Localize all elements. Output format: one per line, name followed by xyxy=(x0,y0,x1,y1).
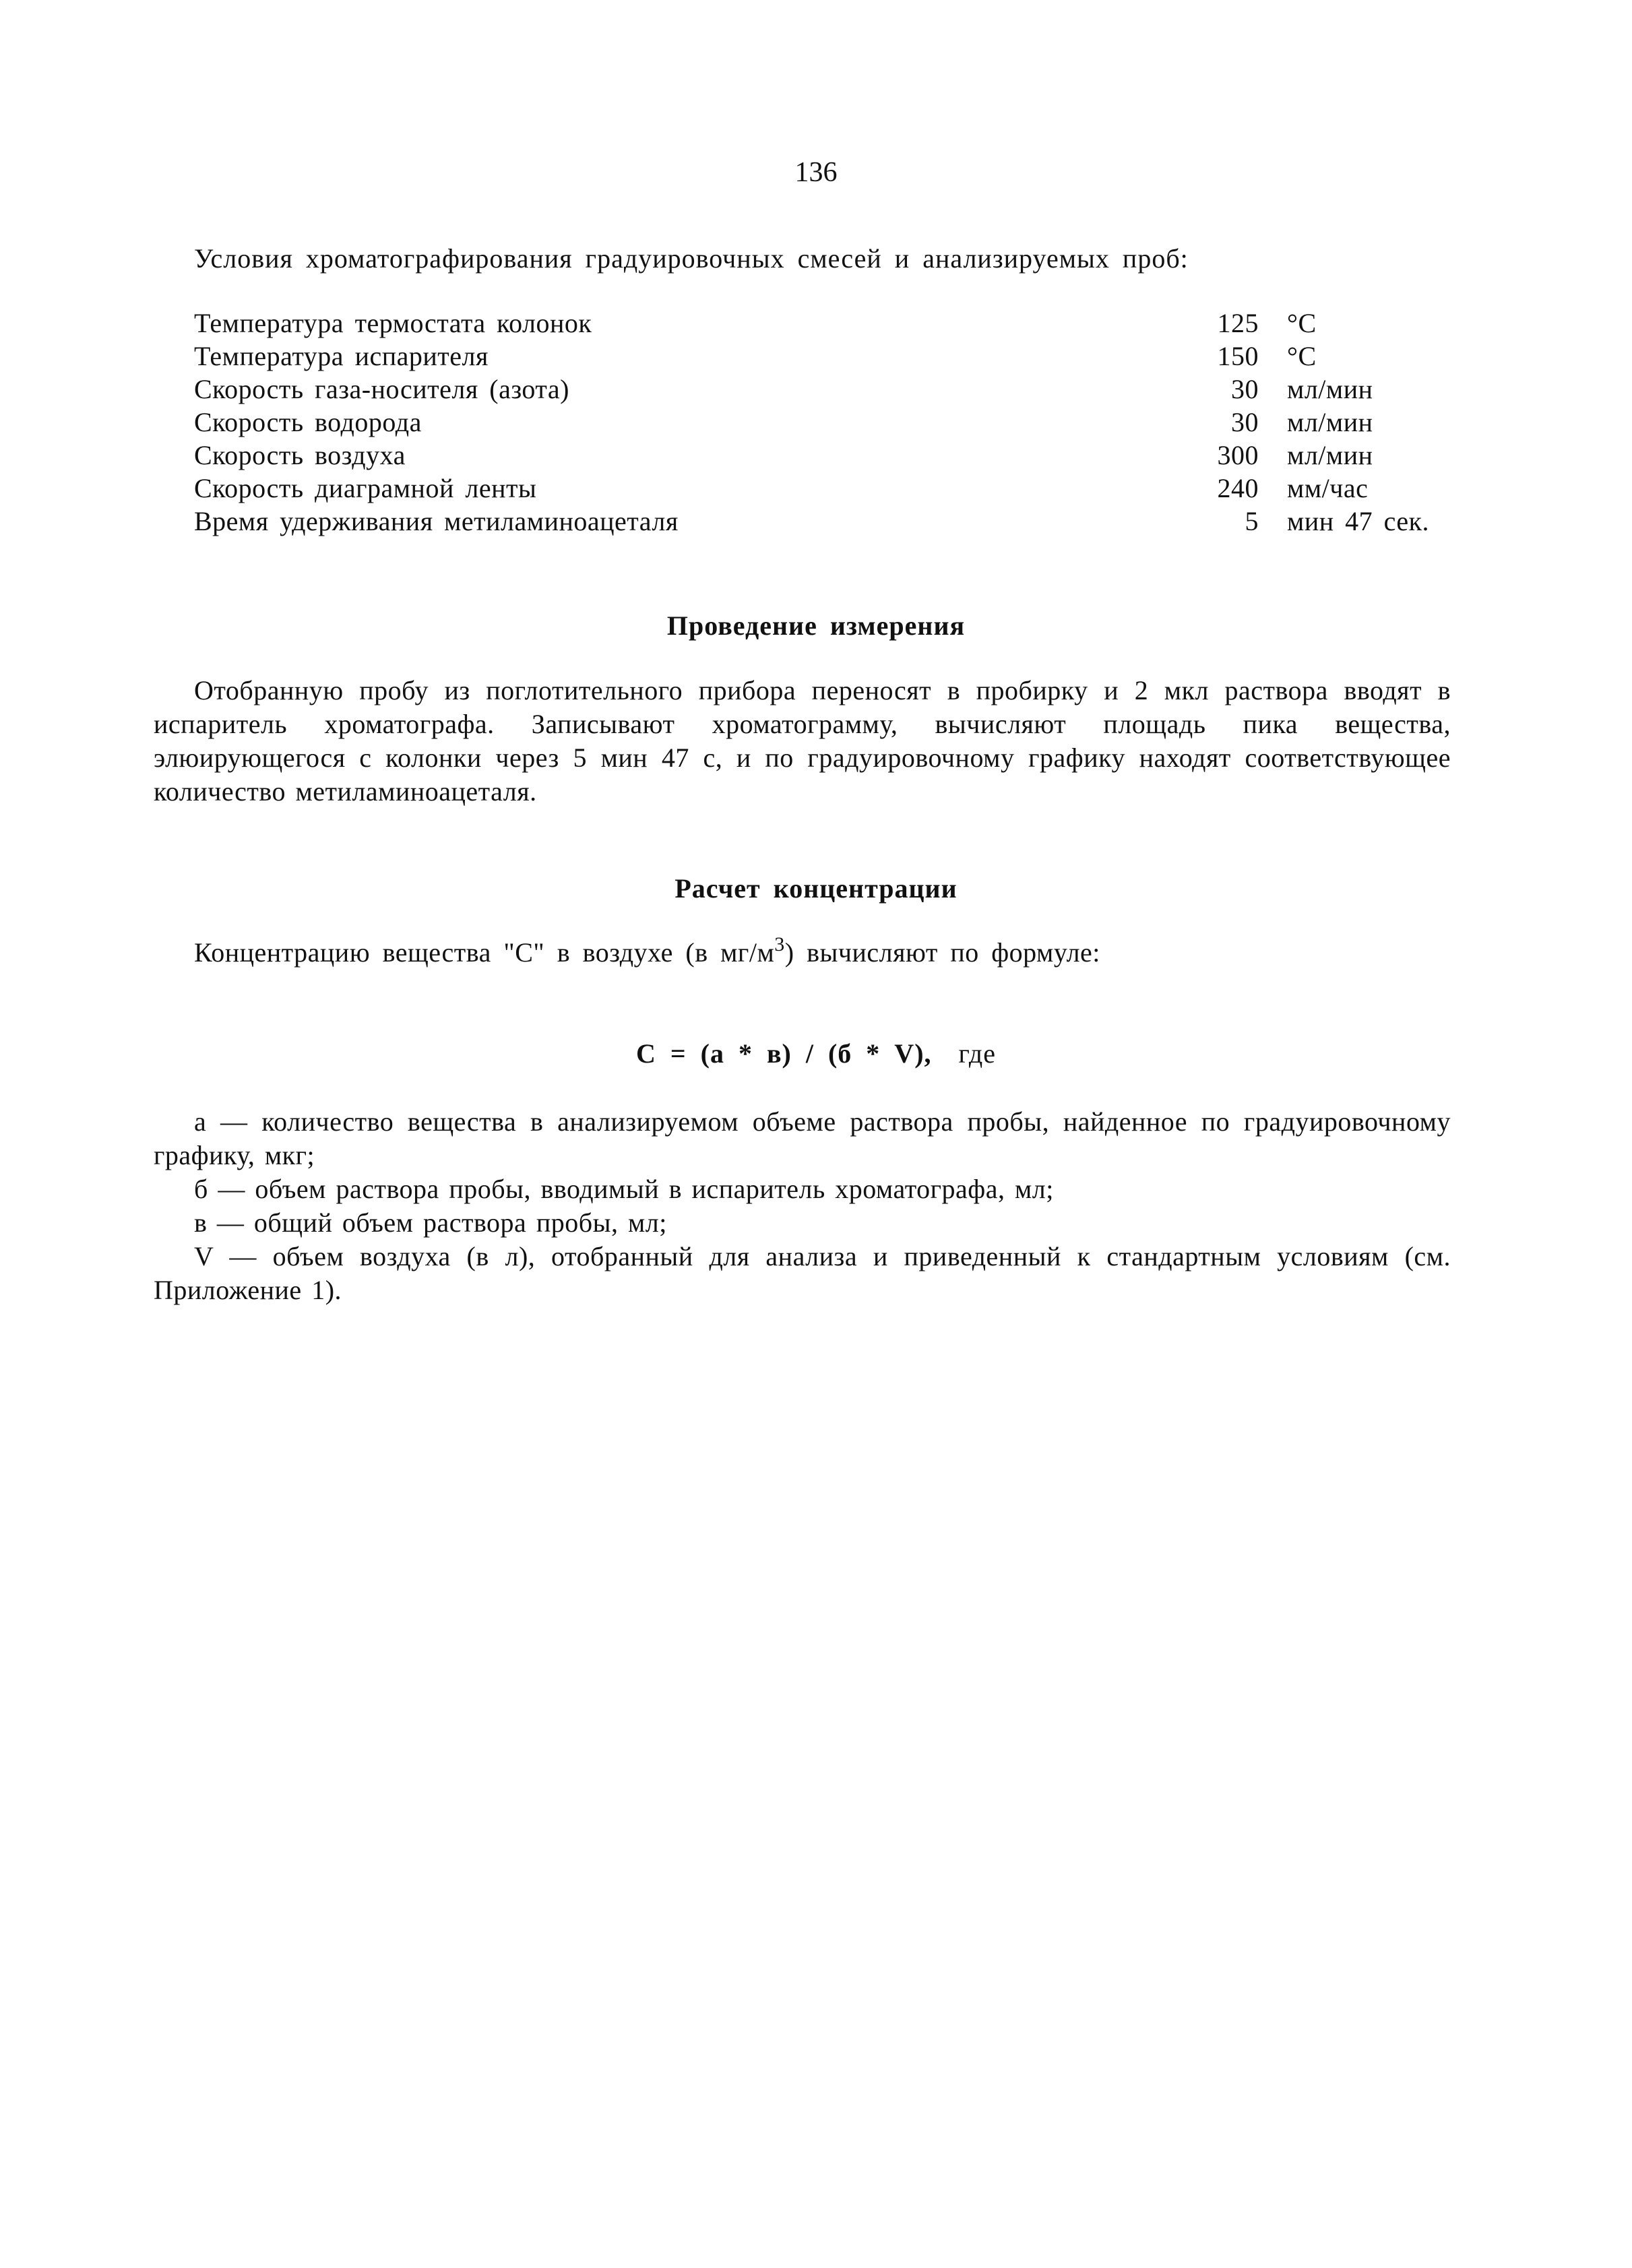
parameter-row xyxy=(194,406,1373,439)
parameter-row xyxy=(194,505,1430,538)
parameter-value: 150 xyxy=(1217,341,1259,371)
parameter-name: Время удерживания метиламиноацеталя xyxy=(194,506,679,536)
parameter-value: 300 xyxy=(1217,440,1259,470)
parameter-name: Скорость диаграмной ленты xyxy=(194,473,537,503)
calculation-intro-after: ) вычисляют по формуле: xyxy=(784,937,1100,968)
parameter-unit: °C xyxy=(1287,308,1317,338)
formula-definitions xyxy=(154,1105,1451,1307)
formula-where: где xyxy=(958,1038,997,1069)
definition-item: а — количество вещества в анализируемом объеме раствора пробы, найденное по градуировочному графику, мкг; xyxy=(154,1106,1451,1170)
parameter-unit: мин 47 сек. xyxy=(1287,506,1430,536)
parameter-value: 30 xyxy=(1231,407,1259,437)
parameter-value: 240 xyxy=(1217,473,1259,503)
parameter-name: Температура термостата колонок xyxy=(194,308,592,338)
calculation-heading: Расчет концентрации xyxy=(674,873,958,904)
measurement-paragraph: Отобранную пробу из поглотительного прибора переносят в пробирку и 2 мкл раствора вводят в испаритель хроматографа. Записывают хроматограмму, вычисляют площадь пика вещества, элюирующегося с колонки через 5 мин 47 с, и по градуировочному графику находят соответствующее количество метиламиноацеталя. xyxy=(154,675,1451,807)
parameter-value: 125 xyxy=(1217,308,1259,338)
calculation-intro-before: Концентрацию вещества "С" в воздухе (в мг/м xyxy=(194,937,775,968)
parameter-value: 5 xyxy=(1245,506,1259,536)
parameter-unit: °C xyxy=(1287,341,1317,371)
parameter-name: Скорость воздуха xyxy=(194,440,406,470)
measurement-heading: Проведение измерения xyxy=(666,610,966,641)
parameters-table xyxy=(194,307,1430,538)
calculation-intro-superscript: 3 xyxy=(774,933,785,955)
parameter-unit: мл/мин xyxy=(1287,407,1373,437)
parameter-name: Скорость водорода xyxy=(194,407,422,437)
parameter-row xyxy=(194,373,1373,406)
page-number: 136 xyxy=(794,157,838,188)
calculation-intro xyxy=(194,933,1100,968)
definition-item: V — объем воздуха (в л), отобранный для анализа и приведенный к стандартным условиям (см. Приложение 1). xyxy=(154,1241,1451,1305)
parameter-value: 30 xyxy=(1231,374,1259,404)
parameter-row xyxy=(194,472,1369,505)
parameter-unit: мл/мин xyxy=(1287,440,1373,470)
parameter-name: Температура испарителя xyxy=(194,341,489,371)
parameter-unit: мм/час xyxy=(1287,473,1369,503)
definition-item: в — общий объем раствора пробы, мл; xyxy=(194,1207,667,1238)
parameter-unit: мл/мин xyxy=(1287,374,1373,404)
parameter-row xyxy=(194,439,1373,472)
parameter-row xyxy=(194,307,1317,340)
formula-expression: С = (а * в) / (б * V), xyxy=(635,1038,932,1069)
parameter-row xyxy=(194,340,1317,373)
parameter-name: Скорость газа-носителя (азота) xyxy=(194,374,569,404)
conditions-intro: Условия хроматографирования градуировочных смесей и анализируемых проб: xyxy=(194,243,1189,274)
definition-item: б — объем раствора пробы, вводимый в испаритель хроматографа, мл; xyxy=(194,1174,1054,1204)
concentration-formula xyxy=(0,1038,1632,1069)
